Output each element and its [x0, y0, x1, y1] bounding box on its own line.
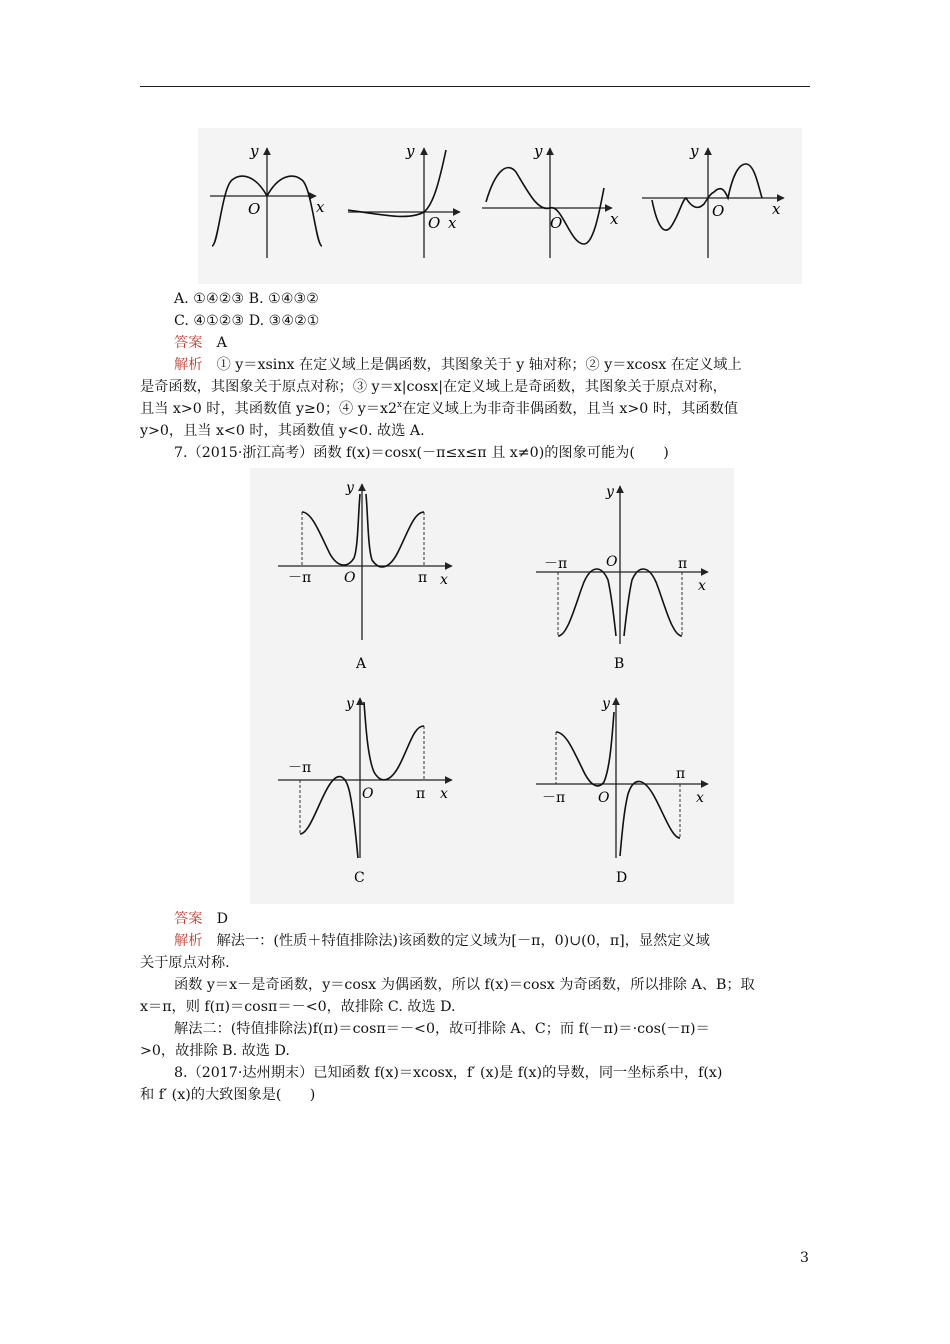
- q7-analysis-line-5: 解法二：(特值排除法)f(π)＝cosπ＝－<0，故可排除 A、C；而 f(－π)＝·cos(－π)＝: [174, 1021, 710, 1037]
- q7-figure: [250, 468, 734, 904]
- q7-panel-b: [536, 484, 708, 672]
- q7-b-origin: O: [606, 554, 618, 570]
- q6-g3-origin: O: [550, 214, 563, 232]
- q6-g2-origin: O: [428, 214, 441, 232]
- q6-g2-x: x: [448, 214, 457, 232]
- page-number: 3: [800, 1250, 809, 1266]
- q8-stem-line-1: 8.（2017·达州期末）已知函数 f(x)＝xcosx，f′ (x)是 f(x)的导数，同一坐标系中，f(x): [174, 1065, 723, 1081]
- q6-analysis-line-3: [140, 398, 810, 420]
- q7-a-origin: O: [344, 570, 356, 586]
- q6-analysis-line-1: [140, 354, 844, 376]
- q7-analysis-line-1: [140, 930, 844, 952]
- q7-b-negpi: －π: [544, 556, 568, 572]
- q6-graph-1: [210, 142, 325, 258]
- q7-b-caption: B: [614, 656, 625, 672]
- q7-answer-label: 答案: [174, 911, 203, 927]
- q7-a-y: y: [346, 480, 354, 496]
- q7-c-y: y: [346, 696, 354, 712]
- q7-b-y: y: [606, 484, 614, 500]
- q6-figure-row: [198, 128, 802, 284]
- q7-a-negpi: －π: [288, 570, 312, 586]
- header-rule: [140, 86, 810, 87]
- q7-c-origin: O: [362, 786, 374, 802]
- q6-g4-y: y: [690, 142, 699, 160]
- q6-g1-x: x: [316, 198, 325, 216]
- q6-graph-2: [348, 142, 460, 258]
- q7-b-x: x: [698, 578, 706, 594]
- q6-g3-x: x: [610, 210, 619, 228]
- q6-analysis-line-4: y>0，且当 x<0 时，其函数值 y<0. 故选 A.: [140, 423, 425, 439]
- q6-g4-origin: O: [712, 202, 725, 220]
- q7-b-pi: π: [678, 556, 688, 572]
- q6-answer-label: 答案: [174, 335, 203, 351]
- q6-g3-y: y: [534, 142, 543, 160]
- q7-a-pi: π: [418, 570, 428, 586]
- q7-panel-c: [278, 696, 452, 886]
- q7-analysis-line-6: >0，故排除 B. 故选 D.: [140, 1043, 290, 1059]
- q6-g4-x: x: [772, 200, 781, 218]
- q7-a-caption: A: [356, 656, 367, 672]
- q7-c-pi: π: [416, 786, 426, 802]
- q7-panel-a: [278, 480, 452, 672]
- q7-analysis-line-4: x＝π，则 f(π)＝cosπ＝－<0，故排除 C. 故选 D.: [140, 999, 456, 1015]
- q7-d-negpi: －π: [542, 790, 566, 806]
- q7-d-y: y: [602, 696, 610, 712]
- q6-analysis-line-2: 是奇函数，其图象关于原点对称；③ y＝x|cosx|在定义域上是奇函数，其图象关于原点对称，: [140, 379, 727, 395]
- q6-g1-y: y: [250, 142, 259, 160]
- q6-g1-origin: O: [248, 200, 261, 218]
- q6-options-ab: A. ①④②③ B. ①④③②: [174, 291, 319, 307]
- q6-graphs: [198, 128, 802, 284]
- q6-analysis-label: 解析: [174, 357, 203, 373]
- q7-d-caption: D: [616, 870, 628, 886]
- q6-graph-3: [482, 142, 619, 258]
- q6-g2-y: y: [406, 142, 415, 160]
- q6-analysis-text-1: ① y＝xsinx 在定义域上是偶函数，其图象关于 y 轴对称；② y＝xcosx 在定义域上: [216, 357, 742, 373]
- q6-analysis-text-3b: 在定义域上为非奇非偶函数，且当 x>0 时，其函数值: [402, 401, 738, 417]
- q7-d-pi: π: [676, 766, 686, 782]
- q7-c-negpi: －π: [288, 760, 312, 776]
- q6-analysis-text-3a: 且当 x>0 时，其函数值 y≥0；④ y＝x2: [140, 401, 397, 417]
- q7-graphs: [250, 468, 734, 904]
- q7-c-x: x: [440, 786, 448, 802]
- q7-stem: 7.（2015·浙江高考）函数 f(x)＝cosx(－π≤x≤π 且 x≠0)的图象可能为( ): [174, 445, 669, 461]
- q7-analysis-label: 解析: [174, 933, 203, 949]
- q6-answer-value: A: [216, 335, 227, 351]
- q7-analysis-line-2: 关于原点对称.: [140, 955, 230, 971]
- q7-d-origin: O: [598, 790, 610, 806]
- q7-answer-value: D: [216, 911, 228, 927]
- q8-stem-line-2: 和 f′ (x)的大致图象是( ): [140, 1087, 316, 1103]
- q7-analysis-text-1: 解法一：(性质＋特值排除法)该函数的定义域为[－π，0)∪(0，π]，显然定义域: [216, 933, 710, 949]
- q7-panel-d: [536, 696, 708, 886]
- q7-c-caption: C: [354, 870, 365, 886]
- q6-options-cd: C. ④①②③ D. ③④②①: [174, 313, 320, 329]
- q6-answer: [140, 332, 844, 354]
- q6-graph-4: [642, 142, 784, 258]
- q7-answer: [140, 908, 844, 930]
- q7-a-x: x: [440, 572, 448, 588]
- q6-analysis-sup: x: [397, 400, 403, 410]
- q7-d-x: x: [696, 790, 704, 806]
- q7-analysis-line-3: 函数 y＝x－是奇函数，y＝cosx 为偶函数，所以 f(x)＝cosx 为奇函数，所以排除 A、B；取: [174, 977, 755, 993]
